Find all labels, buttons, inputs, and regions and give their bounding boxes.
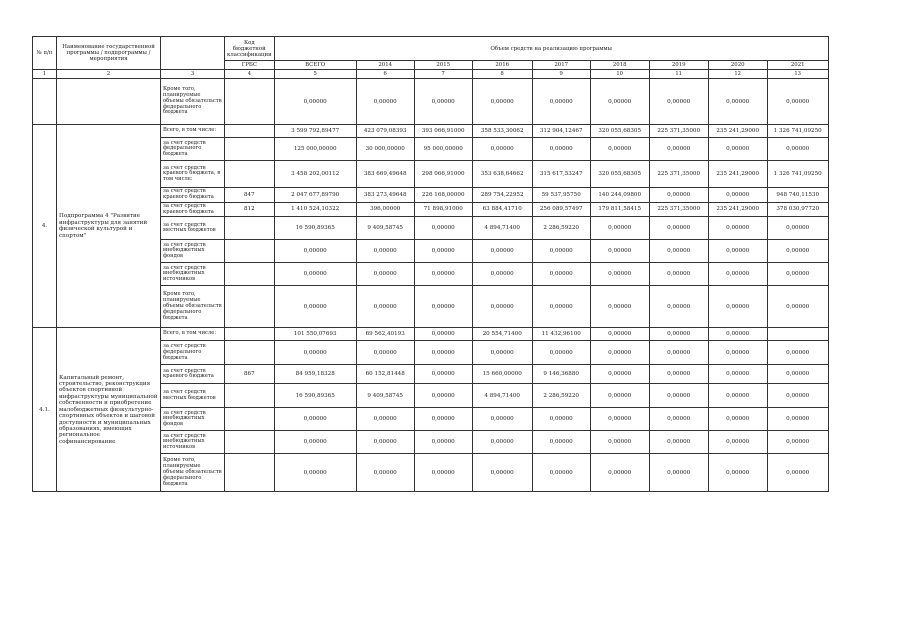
- value-cell: 3 599 792,89477: [274, 125, 356, 138]
- value-cell: 0,00000: [414, 341, 472, 365]
- source-cell: Всего, в том числе:: [161, 125, 225, 138]
- source-cell: за счет средств внебюджетных фондов: [161, 408, 225, 431]
- source-cell: за счет средств внебюджетных фондов: [161, 240, 225, 263]
- value-cell: 0,00000: [414, 454, 472, 492]
- grbs-cell: [225, 286, 275, 328]
- value-cell: 0,00000: [532, 263, 590, 286]
- value-cell: 59 537,95750: [532, 188, 590, 203]
- value-cell: 0,00000: [532, 408, 590, 431]
- value-cell: 95 000,00000: [414, 138, 472, 161]
- value-cell: 226 168,00000: [414, 188, 472, 203]
- grbs-cell: [225, 328, 275, 341]
- value-cell: 0,00000: [356, 79, 414, 125]
- table-row: [33, 125, 829, 138]
- value-cell: 0,00000: [532, 79, 590, 125]
- value-cell: 0,00000: [356, 454, 414, 492]
- grbs-cell: [225, 384, 275, 408]
- value-cell: 0,00000: [356, 341, 414, 365]
- value-cell: 0,00000: [472, 341, 532, 365]
- column-number: 7: [414, 70, 472, 79]
- value-cell: 0,00000: [767, 431, 828, 454]
- value-cell: 2 286,59220: [532, 217, 590, 240]
- value-cell: 0,00000: [649, 79, 708, 125]
- grbs-cell: [225, 263, 275, 286]
- grbs-cell: [225, 341, 275, 365]
- column-number: 5: [274, 70, 356, 79]
- column-number: 8: [472, 70, 532, 79]
- value-cell: 0,00000: [532, 138, 590, 161]
- value-cell: 0,00000: [767, 263, 828, 286]
- header-funding: Объем средств на реализацию программы: [274, 37, 828, 61]
- table-row: [33, 79, 829, 125]
- value-cell: 0,00000: [274, 454, 356, 492]
- value-cell: 0,00000: [356, 431, 414, 454]
- value-cell: 0,00000: [708, 454, 767, 492]
- value-cell: 0,00000: [472, 263, 532, 286]
- grbs-cell: [225, 217, 275, 240]
- value-cell: 0,00000: [767, 240, 828, 263]
- value-cell: 0,00000: [767, 138, 828, 161]
- value-cell: 9 146,36880: [532, 365, 590, 384]
- value-cell: 63 884,41710: [472, 202, 532, 217]
- column-number: 11: [649, 70, 708, 79]
- value-cell: 0,00000: [708, 138, 767, 161]
- value-cell: 0,00000: [590, 138, 649, 161]
- value-cell: 0,00000: [532, 240, 590, 263]
- value-cell: 0,00000: [767, 341, 828, 365]
- value-cell: 320 055,68305: [590, 161, 649, 188]
- column-number: 12: [708, 70, 767, 79]
- value-cell: 0,00000: [472, 79, 532, 125]
- value-cell: 423 079,08393: [356, 125, 414, 138]
- value-cell: 0,00000: [649, 431, 708, 454]
- value-cell: 0,00000: [414, 79, 472, 125]
- value-cell: 225 371,35000: [649, 202, 708, 217]
- value-cell: 0,00000: [472, 286, 532, 328]
- value-cell: 0,00000: [414, 286, 472, 328]
- value-cell: 948 740,11530: [767, 188, 828, 203]
- value-cell: 235 241,29000: [708, 125, 767, 138]
- value-cell: 0,00000: [590, 79, 649, 125]
- value-cell: 383 273,49648: [356, 188, 414, 203]
- value-cell: 0,00000: [274, 408, 356, 431]
- source-cell: за счет средств краевого бюджета: [161, 202, 225, 217]
- value-cell: 0,00000: [649, 341, 708, 365]
- value-cell: 0,00000: [590, 365, 649, 384]
- source-cell: за счет средств краевого бюджета, в том числе:: [161, 161, 225, 188]
- source-cell: за счет средств федерального бюджета: [161, 138, 225, 161]
- value-cell: 0,00000: [649, 263, 708, 286]
- value-cell: 235 241,29000: [708, 202, 767, 217]
- value-cell: 378 030,97720: [767, 202, 828, 217]
- value-cell: 0,00000: [274, 286, 356, 328]
- value-cell: 71 898,91000: [414, 202, 472, 217]
- table-body: [33, 37, 829, 492]
- value-cell: 0,00000: [649, 384, 708, 408]
- value-cell: 312 904,12467: [532, 125, 590, 138]
- value-cell: 4 894,71400: [472, 217, 532, 240]
- value-cell: 383 669,49648: [356, 161, 414, 188]
- value-cell: 289 754,22952: [472, 188, 532, 203]
- value-cell: 225 371,35000: [649, 125, 708, 138]
- value-cell: 9 409,58745: [356, 384, 414, 408]
- value-cell: 140 244,09800: [590, 188, 649, 203]
- value-cell: 315 617,53247: [532, 161, 590, 188]
- value-cell: 0,00000: [649, 188, 708, 203]
- value-cell: 0,00000: [414, 408, 472, 431]
- value-cell: 0,00000: [767, 79, 828, 125]
- source-cell: за счет средств местных бюджетов: [161, 384, 225, 408]
- grbs-cell: 867: [225, 365, 275, 384]
- value-cell: 0,00000: [708, 328, 767, 341]
- value-cell: 0,00000: [590, 454, 649, 492]
- value-cell: 0,00000: [590, 341, 649, 365]
- source-cell: за счет средств местных бюджетов: [161, 217, 225, 240]
- source-cell: за счет средств краевого бюджета: [161, 365, 225, 384]
- value-cell: 0,00000: [274, 79, 356, 125]
- header-year: 2021: [767, 61, 828, 70]
- number-cell: [33, 79, 57, 125]
- value-cell: 1 410 524,10322: [274, 202, 356, 217]
- source-cell: за счет средств краевого бюджета: [161, 188, 225, 203]
- value-cell: 0,00000: [767, 286, 828, 328]
- value-cell: 0,00000: [472, 240, 532, 263]
- value-cell: 1 326 741,09250: [767, 161, 828, 188]
- section-number: 4.1.: [33, 328, 57, 492]
- value-cell: 0,00000: [649, 217, 708, 240]
- grbs-cell: [225, 240, 275, 263]
- value-cell: 0,00000: [708, 341, 767, 365]
- value-cell: 0,00000: [274, 240, 356, 263]
- value-cell: 0,00000: [590, 328, 649, 341]
- source-cell: Кроме того, планируемые объемы обязательств федерального бюджета: [161, 454, 225, 492]
- value-cell: 0,00000: [649, 408, 708, 431]
- column-number: 9: [532, 70, 590, 79]
- value-cell: 0,00000: [767, 384, 828, 408]
- value-cell: 0,00000: [590, 240, 649, 263]
- value-cell: 15 660,00000: [472, 365, 532, 384]
- value-cell: 0,00000: [472, 431, 532, 454]
- grbs-cell: [225, 125, 275, 138]
- value-cell: 0,00000: [708, 431, 767, 454]
- source-cell: Кроме того, планируемые объемы обязательств федерального бюджета: [161, 286, 225, 328]
- value-cell: 0,00000: [414, 328, 472, 341]
- value-cell: 396,00000: [356, 202, 414, 217]
- value-cell: 0,00000: [767, 365, 828, 384]
- value-cell: 358 533,30062: [472, 125, 532, 138]
- value-cell: 0,00000: [532, 341, 590, 365]
- column-number: 10: [590, 70, 649, 79]
- value-cell: 20 554,71400: [472, 328, 532, 341]
- value-cell: [767, 328, 828, 341]
- value-cell: 0,00000: [414, 431, 472, 454]
- value-cell: 0,00000: [767, 217, 828, 240]
- value-cell: 60 152,81448: [356, 365, 414, 384]
- value-cell: 0,00000: [356, 286, 414, 328]
- value-cell: 0,00000: [708, 188, 767, 203]
- value-cell: 0,00000: [649, 138, 708, 161]
- value-cell: 0,00000: [708, 384, 767, 408]
- grbs-cell: [225, 161, 275, 188]
- value-cell: 0,00000: [649, 286, 708, 328]
- value-cell: 0,00000: [472, 138, 532, 161]
- grbs-cell: [225, 138, 275, 161]
- value-cell: 0,00000: [274, 431, 356, 454]
- value-cell: 3 458 202,00112: [274, 161, 356, 188]
- value-cell: 0,00000: [590, 384, 649, 408]
- header-year: 2019: [649, 61, 708, 70]
- value-cell: 0,00000: [590, 408, 649, 431]
- value-cell: 125 000,00000: [274, 138, 356, 161]
- value-cell: 0,00000: [356, 263, 414, 286]
- value-cell: 0,00000: [708, 365, 767, 384]
- value-cell: 11 432,96100: [532, 328, 590, 341]
- table-row: [33, 328, 829, 341]
- value-cell: 0,00000: [767, 408, 828, 431]
- column-number: 6: [356, 70, 414, 79]
- value-cell: 0,00000: [708, 79, 767, 125]
- value-cell: 320 055,68305: [590, 125, 649, 138]
- value-cell: 0,00000: [274, 263, 356, 286]
- column-number: 3: [161, 70, 225, 79]
- header-name: Наименование государственной программы / подпрограммы / мероприятия: [57, 37, 161, 70]
- header-year: 2015: [414, 61, 472, 70]
- value-cell: 0,00000: [649, 240, 708, 263]
- value-cell: 0,00000: [590, 217, 649, 240]
- value-cell: 0,00000: [767, 454, 828, 492]
- value-cell: 0,00000: [414, 240, 472, 263]
- header-year: ВСЕГО: [274, 61, 356, 70]
- value-cell: 9 409,58745: [356, 217, 414, 240]
- column-number: 1: [33, 70, 57, 79]
- header-year: 2020: [708, 61, 767, 70]
- value-cell: 0,00000: [472, 454, 532, 492]
- header-code: Код бюджетной классификации: [225, 37, 275, 61]
- value-cell: 256 089,57497: [532, 202, 590, 217]
- value-cell: 0,00000: [414, 263, 472, 286]
- value-cell: 0,00000: [649, 454, 708, 492]
- column-number: 4: [225, 70, 275, 79]
- value-cell: 16 590,89365: [274, 384, 356, 408]
- source-cell: за счет средств внебюджетных источников: [161, 431, 225, 454]
- value-cell: 0,00000: [590, 286, 649, 328]
- value-cell: 235 241,29000: [708, 161, 767, 188]
- value-cell: 0,00000: [356, 408, 414, 431]
- value-cell: 0,00000: [274, 341, 356, 365]
- source-cell: Кроме того, планируемые объемы обязательств федерального бюджета: [161, 79, 225, 125]
- value-cell: 0,00000: [414, 384, 472, 408]
- value-cell: 0,00000: [708, 408, 767, 431]
- column-number: 2: [57, 70, 161, 79]
- grbs-cell: [225, 408, 275, 431]
- header-row-1: [33, 37, 829, 61]
- funding-table: [32, 36, 829, 492]
- value-cell: 0,00000: [414, 217, 472, 240]
- header-grbs: ГРБС: [225, 61, 275, 70]
- source-cell: за счет средств внебюджетных источников: [161, 263, 225, 286]
- value-cell: 16 590,89365: [274, 217, 356, 240]
- value-cell: 0,00000: [472, 408, 532, 431]
- header-blank: [161, 37, 225, 70]
- value-cell: 225 371,35000: [649, 161, 708, 188]
- header-year: 2014: [356, 61, 414, 70]
- grbs-cell: [225, 454, 275, 492]
- value-cell: 0,00000: [708, 217, 767, 240]
- value-cell: 353 638,64662: [472, 161, 532, 188]
- section-name: Капитальный ремонт, строительство, реконструкция объектов спортивной инфраструктуры муниципальной собственности и приобретение малобюджетных физкультурно-спортивных объектов и шаговой доступности и муниципальных образованиях, имеющих региональное софинансирование: [57, 328, 161, 492]
- grbs-cell: 847: [225, 188, 275, 203]
- header-year: 2016: [472, 61, 532, 70]
- value-cell: 0,00000: [708, 286, 767, 328]
- value-cell: 179 811,58415: [590, 202, 649, 217]
- value-cell: 0,00000: [590, 431, 649, 454]
- value-cell: 298 066,91000: [414, 161, 472, 188]
- value-cell: 2 047 677,89790: [274, 188, 356, 203]
- section-name: Подпрограмма 4 "Развитие инфраструктуры для занятий физической культурой и спортом": [57, 125, 161, 328]
- value-cell: 0,00000: [590, 263, 649, 286]
- source-cell: Всего, в том числе:: [161, 328, 225, 341]
- grbs-cell: [225, 79, 275, 125]
- value-cell: 0,00000: [532, 286, 590, 328]
- value-cell: 69 562,40193: [356, 328, 414, 341]
- value-cell: 0,00000: [708, 240, 767, 263]
- value-cell: 4 894,71400: [472, 384, 532, 408]
- value-cell: 0,00000: [649, 365, 708, 384]
- value-cell: 393 066,91000: [414, 125, 472, 138]
- grbs-cell: 812: [225, 202, 275, 217]
- header-number: № п/п: [33, 37, 57, 70]
- value-cell: 101 550,07693: [274, 328, 356, 341]
- source-cell: за счет средств федерального бюджета: [161, 341, 225, 365]
- column-number-row: [33, 70, 829, 79]
- value-cell: 0,00000: [532, 454, 590, 492]
- value-cell: 30 000,00000: [356, 138, 414, 161]
- value-cell: 84 959,18328: [274, 365, 356, 384]
- header-year: 2018: [590, 61, 649, 70]
- value-cell: 2 286,59220: [532, 384, 590, 408]
- value-cell: 0,00000: [356, 240, 414, 263]
- value-cell: 0,00000: [649, 328, 708, 341]
- grbs-cell: [225, 431, 275, 454]
- name-cell: [57, 79, 161, 125]
- header-year: 2017: [532, 61, 590, 70]
- value-cell: 0,00000: [708, 263, 767, 286]
- column-number: 13: [767, 70, 828, 79]
- value-cell: 0,00000: [414, 365, 472, 384]
- value-cell: 0,00000: [532, 431, 590, 454]
- section-number: 4.: [33, 125, 57, 328]
- value-cell: 1 326 741,09250: [767, 125, 828, 138]
